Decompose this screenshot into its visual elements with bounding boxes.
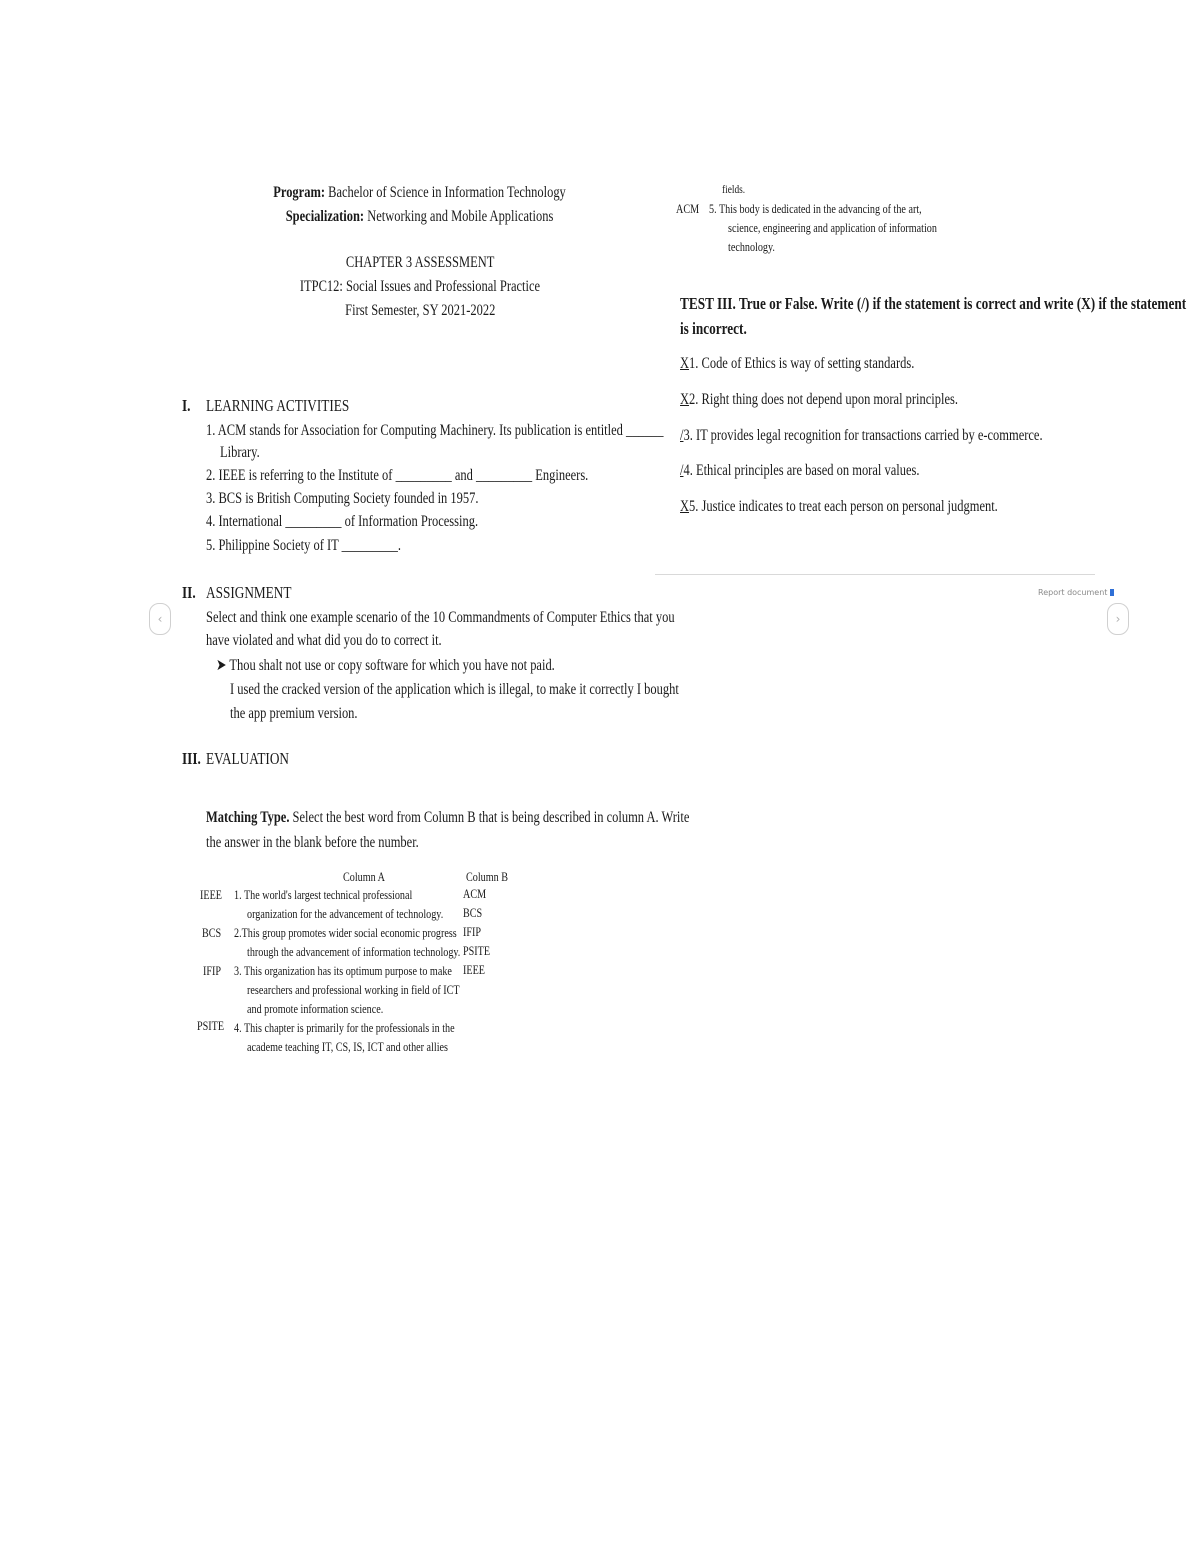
chevron-left-icon: ‹ xyxy=(157,612,163,626)
matching-question-3: 3. This organization has its optimum purpose to make xyxy=(234,963,452,978)
learning-activities-title: LEARNING ACTIVITIES xyxy=(206,396,350,415)
column-b-item-3: IFIP xyxy=(463,924,482,939)
learning-item-2: 2. IEEE is referring to the Institute of _________ and _________ Engineers. xyxy=(206,467,589,484)
test-3-title-cont: is incorrect. xyxy=(680,319,747,338)
semester: First Semester, SY 2021-2022 xyxy=(344,302,496,319)
column-b-item-4: PSITE xyxy=(463,943,491,958)
matching-answer-1: IEEE xyxy=(200,887,222,902)
tf-item-2: X2. Right thing does not depend upon moral principles. xyxy=(680,391,958,408)
chevron-right-icon: › xyxy=(1115,612,1121,626)
flag-icon xyxy=(1110,589,1114,596)
assignment-answer-2: the app premium version. xyxy=(230,705,358,722)
assignment-title: ASSIGNMENT xyxy=(206,583,292,602)
section-number-2: II. xyxy=(182,583,196,602)
matching-instruction-2: the answer in the blank before the number. xyxy=(206,834,419,851)
column-b-item-5: IEEE xyxy=(463,962,485,977)
section-number-3: III. xyxy=(182,749,201,768)
matching-question-1-cont: organization for the advancement of technology. xyxy=(247,906,444,921)
learning-item-4: 4. International _________ of Information Processing. xyxy=(206,513,479,530)
matching-question-2-cont: through the advancement of information technology. xyxy=(247,944,461,959)
assignment-answer-1: I used the cracked version of the application which is illegal, to make it correctly I bought xyxy=(230,681,679,698)
section-number-1: I. xyxy=(182,396,191,415)
matching-question-1: 1. The world's largest technical professional xyxy=(234,887,413,902)
page-divider xyxy=(655,574,1095,575)
matching-question-5: 5. This body is dedicated in the advancing of the art, xyxy=(709,201,922,216)
tf-mark: / xyxy=(680,462,684,479)
matching-question-4-cont: academe teaching IT, CS, IS, ICT and other allies xyxy=(247,1039,448,1054)
tf-mark: X xyxy=(680,498,690,515)
chapter-title: CHAPTER 3 ASSESSMENT xyxy=(345,254,495,271)
previous-page-button[interactable] xyxy=(149,603,171,635)
matching-answer-3: IFIP xyxy=(203,963,222,978)
learning-item-1: 1. ACM stands for Association for Computing Machinery. Its publication is entitled ______ xyxy=(206,422,664,439)
tf-mark: X xyxy=(680,391,690,408)
assignment-bullet: ➤ Thou shalt not use or copy software for which you have not paid. xyxy=(216,657,555,674)
tf-item-1: X1. Code of Ethics is way of setting standards. xyxy=(680,355,915,372)
program-line: Program: Bachelor of Science in Information Technology xyxy=(273,184,567,201)
column-b-item-2: BCS xyxy=(463,905,483,920)
matching-question-3-cont2: and promote information science. xyxy=(247,1001,384,1016)
tf-item-4: /4. Ethical principles are based on moral values. xyxy=(680,462,920,479)
assignment-line-2: have violated and what did you do to correct it. xyxy=(206,632,442,649)
tf-mark: X xyxy=(680,355,690,372)
matching-question-4: 4. This chapter is primarily for the professionals in the xyxy=(234,1020,455,1035)
report-document-link[interactable]: Report document xyxy=(1038,588,1114,597)
q4-continuation: fields. xyxy=(722,182,746,196)
course-title: ITPC12: Social Issues and Professional Practice xyxy=(299,278,541,295)
column-b-item-1: ACM xyxy=(463,886,487,901)
learning-item-3: 3. BCS is British Computing Society founded in 1957. xyxy=(206,490,479,507)
column-b-header: Column B xyxy=(466,869,508,884)
evaluation-title: EVALUATION xyxy=(206,749,289,768)
test-3-title: TEST III. True or False. Write (/) if the statement is correct and write (X) if the statement xyxy=(680,294,1187,313)
matching-question-3-cont: researchers and professional working in field of ICT xyxy=(247,982,460,997)
matching-question-2: 2.This group promotes wider social economic progress xyxy=(234,925,457,940)
matching-answer-5: ACM xyxy=(676,201,700,216)
column-a-header: Column A xyxy=(343,869,385,884)
learning-item-5: 5. Philippine Society of IT _________. xyxy=(206,537,401,554)
matching-answer-4: PSITE xyxy=(197,1018,225,1033)
matching-instruction: Matching Type. Select the best word from Column B that is being described in column A. Write xyxy=(206,809,690,826)
arrow-bullet-icon: ➤ xyxy=(216,657,227,674)
tf-item-5: X5. Justice indicates to treat each person on personal judgment. xyxy=(680,498,998,515)
matching-question-5-cont: science, engineering and application of information xyxy=(728,220,937,235)
specialization-line: Specialization: Networking and Mobile Applications xyxy=(286,208,554,225)
next-page-button[interactable] xyxy=(1107,603,1129,635)
matching-question-5-cont2: technology. xyxy=(728,239,775,254)
learning-item-1-cont: Library. xyxy=(220,444,260,461)
matching-answer-2: BCS xyxy=(202,925,222,940)
assignment-line-1: Select and think one example scenario of the 10 Commandments of Computer Ethics that you xyxy=(206,609,675,626)
tf-mark: / xyxy=(680,427,684,444)
tf-item-3: /3. IT provides legal recognition for transactions carried by e-commerce. xyxy=(680,427,1043,444)
